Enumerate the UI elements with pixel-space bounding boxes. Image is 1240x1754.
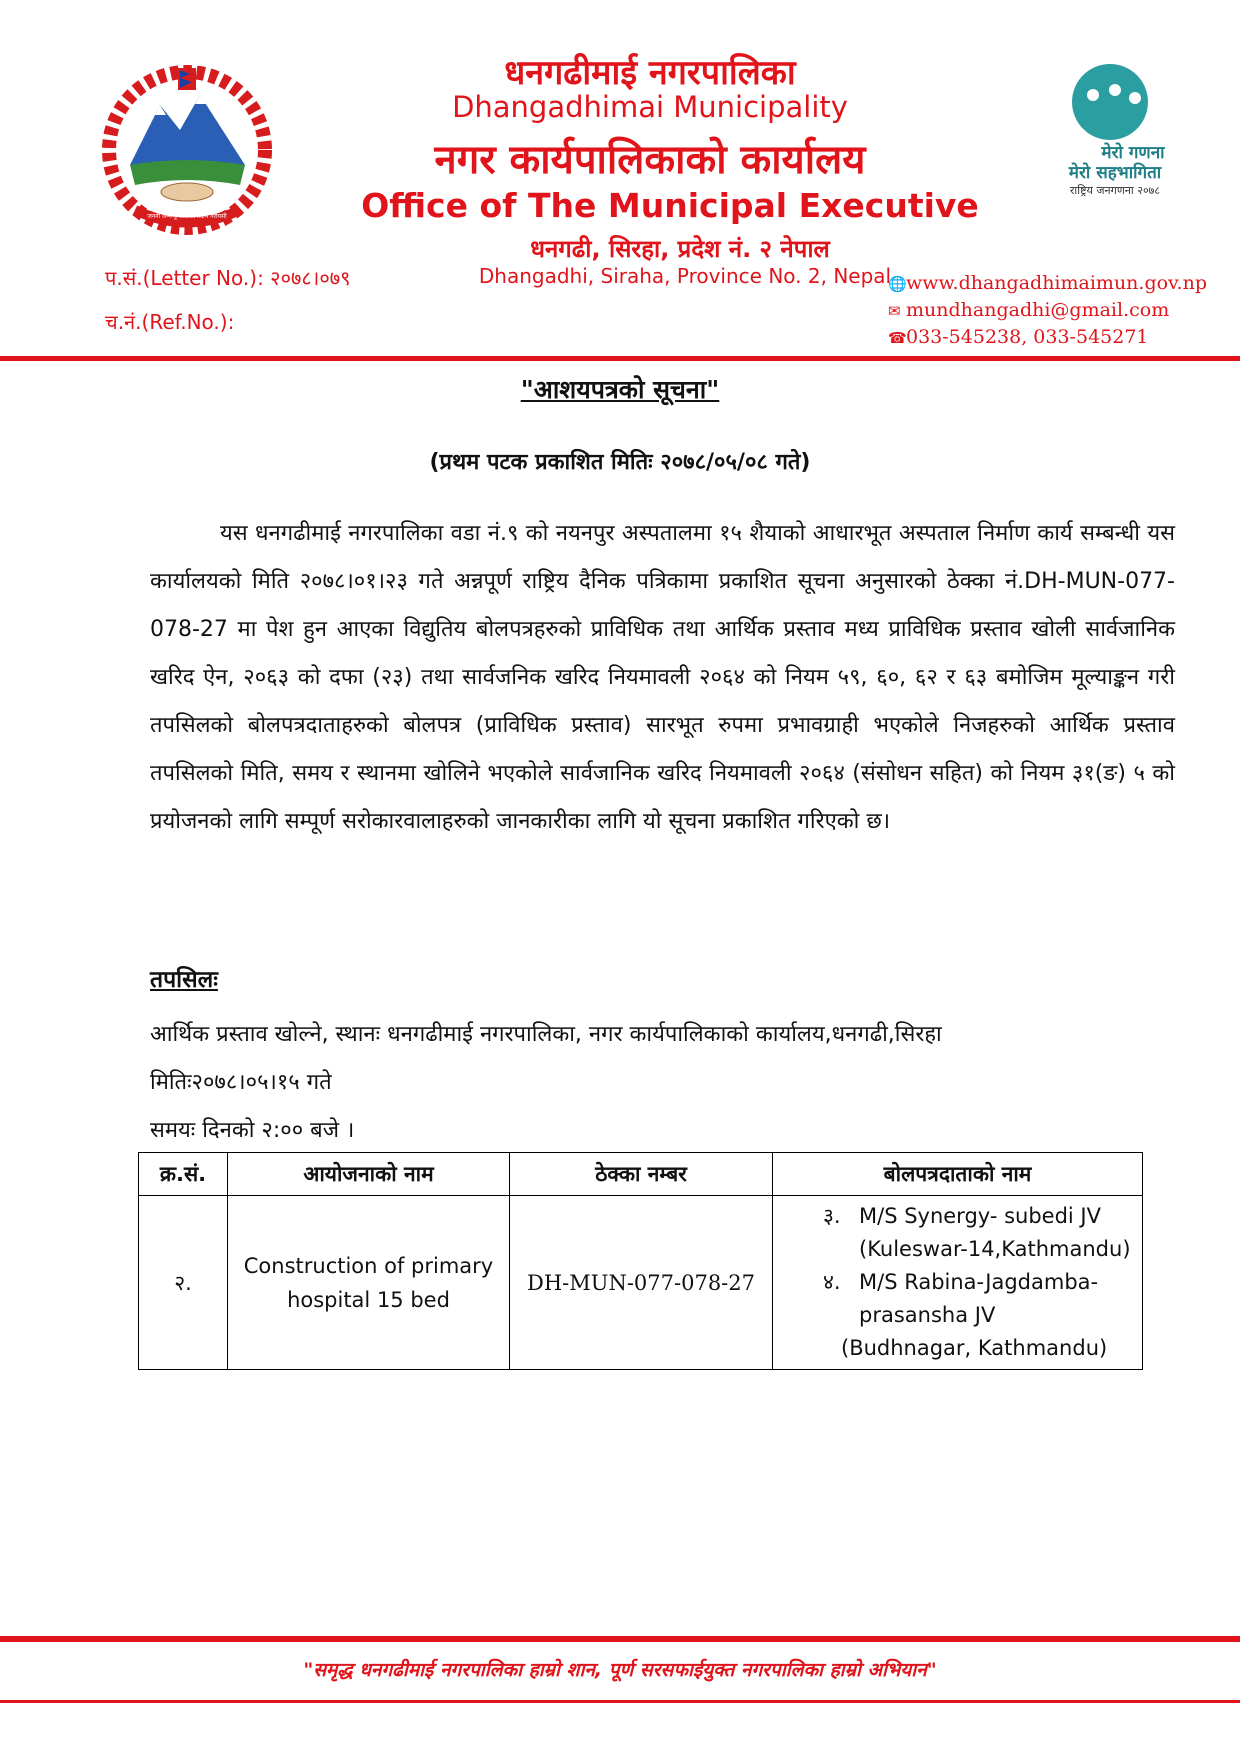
census-logo-line2: मेरो सहभागिता [1068, 163, 1162, 183]
municipality-name-np: धनगढीमाई नगरपालिका [504, 53, 796, 93]
schedule-venue: आर्थिक प्रस्ताव खोल्ने, स्थानः धनगढीमाई नगरपालिका, नगर कार्यपालिकाको कार्यालय,धनगढी,सिरहा [150, 1022, 942, 1047]
email-text: mundhangadhi@gmail.com [906, 299, 1170, 321]
cell-contract: DH-MUN-077-078-27 [510, 1196, 773, 1370]
bidder-address: (Kuleswar-14,Kathmandu) [859, 1237, 1131, 1261]
contact-website [888, 272, 1207, 294]
bidder-item [823, 1200, 1132, 1266]
footer-motto: "समृद्ध धनगढीमाई नगरपालिका हाम्रो शान, पूर्ण सरसफाईयुक्त नगरपालिका हाम्रो अभियान" [303, 1659, 937, 1681]
emblem-caption: जननी जन्मभूमिश्च स्वर्गादपि गरीयसी [147, 213, 227, 220]
bidders-table [138, 1152, 1143, 1370]
table-header-row [139, 1153, 1143, 1196]
table-row [139, 1196, 1143, 1370]
letter-number: प.सं.(Letter No.): २०७८।०७९ [105, 266, 351, 290]
notice-title [300, 372, 940, 406]
contact-email [888, 299, 1169, 321]
census-logo-line1: मेरो गणना [1101, 143, 1165, 163]
bidder-name-cont: prasansha JV [859, 1303, 996, 1327]
bidder-name: M/S Synergy- subedi JV [859, 1204, 1101, 1228]
header-bidder: बोलपत्रदाताको नाम [773, 1153, 1143, 1196]
footer-divider-top [0, 1636, 1240, 1642]
schedule-date: मितिः२०७८।०५।१५ गते [150, 1070, 332, 1095]
bidder-address: (Budhnagar, Kathmandu) [841, 1336, 1108, 1360]
header-contract: ठेक्का नम्बर [510, 1153, 773, 1196]
census-logo [1035, 60, 1185, 200]
office-name-en: Office of The Municipal Executive [361, 186, 979, 225]
bidder-name: M/S Rabina-Jagdamba- [859, 1270, 1099, 1294]
municipality-name-en: Dhangadhimai Municipality [452, 90, 848, 124]
footer-divider-bottom [0, 1700, 1240, 1703]
schedule-heading: तपसिलः [150, 967, 218, 993]
census-logo-line3: राष्ट्रिय जनगणना २०७८ [1069, 184, 1161, 197]
cell-bidders [773, 1196, 1143, 1370]
nepal-emblem-logo [100, 60, 275, 235]
cell-serial: २. [139, 1196, 228, 1370]
reference-number: च.नं.(Ref.No.): [105, 310, 235, 334]
header-project: आयोजनाको नाम [228, 1153, 510, 1196]
address-np: धनगढी, सिरहा, प्रदेश नं. २ नेपाल [530, 235, 830, 263]
phone-icon: ☎ [888, 329, 907, 347]
header-divider [0, 356, 1240, 361]
globe-icon: 🌐 [888, 275, 907, 293]
publish-date: (प्रथम पटक प्रकाशित मितिः २०७८/०५/०८ गते) [429, 450, 811, 475]
phone-text: 033-545238, 033-545271 [906, 326, 1149, 348]
email-icon: ✉ [888, 302, 901, 320]
bidder-number: ३. [823, 1204, 841, 1228]
schedule-time: समयः दिनको २:०० बजे । [150, 1118, 355, 1143]
notice-title-text: "आशयपत्रको सूचना" [520, 375, 720, 404]
bidder-number: ४. [823, 1270, 841, 1294]
office-name-np: नगर कार्यपालिकाको कार्यालय [434, 137, 866, 183]
contact-phone [888, 326, 1149, 348]
header-serial: क्र.सं. [139, 1153, 228, 1196]
website-text: www.dhangadhimaimun.gov.np [906, 272, 1207, 294]
bidder-item [823, 1266, 1132, 1365]
notice-body: यस धनगढीमाई नगरपालिका वडा नं.९ को नयनपुर अस्पतालमा १५ शैयाको आधारभूत अस्पताल निर्माण कार्य सम्बन्धी यस कार्यालयको मिति २०७८।०१।२३ गते अन्नपूर्ण राष्ट्रिय दैनिक पत्रिकामा प्रकाशित सूचना अनुसारको ठेक्का नं.DH-MUN-077-078-27 मा पेश हुन आएका विद्युतिय बोलपत्रहरुको प्राविधिक तथा आर्थिक प्रस्ताव मध्य प्राविधिक प्रस्ताव खोली सार्वजानिक खरिद ऐन, २०६३ को दफा (२३) तथा सार्वजनिक खरिद नियमावली २०६४ को नियम ५९, ६०, ६२ र ६३ बमोजिम मूल्याङ्कन गरी तपसिलको बोलपत्रदाताहरुको बोलपत्र (प्राविधिक प्रस्ताव) सारभूत रुपमा प्रभावग्राही भएकोले निजहरुको आर्थिक प्रस्ताव तपसिलको मिति, समय र स्थानमा खोलिने भएकोले सार्वजानिक खरिद नियमावली २०६४ (संसोधन सहित) को नियम ३१(ङ) ५ को प्रयोजनको लागि सम्पूर्ण सरोकारवालाहरुको जानकारीका लागि यो सूचना प्रकाशित गरिएको छ। [150, 521, 1175, 834]
address-en: Dhangadhi, Siraha, Province No. 2, Nepal [478, 264, 892, 288]
cell-project: Construction of primary hospital 15 bed [228, 1196, 510, 1370]
